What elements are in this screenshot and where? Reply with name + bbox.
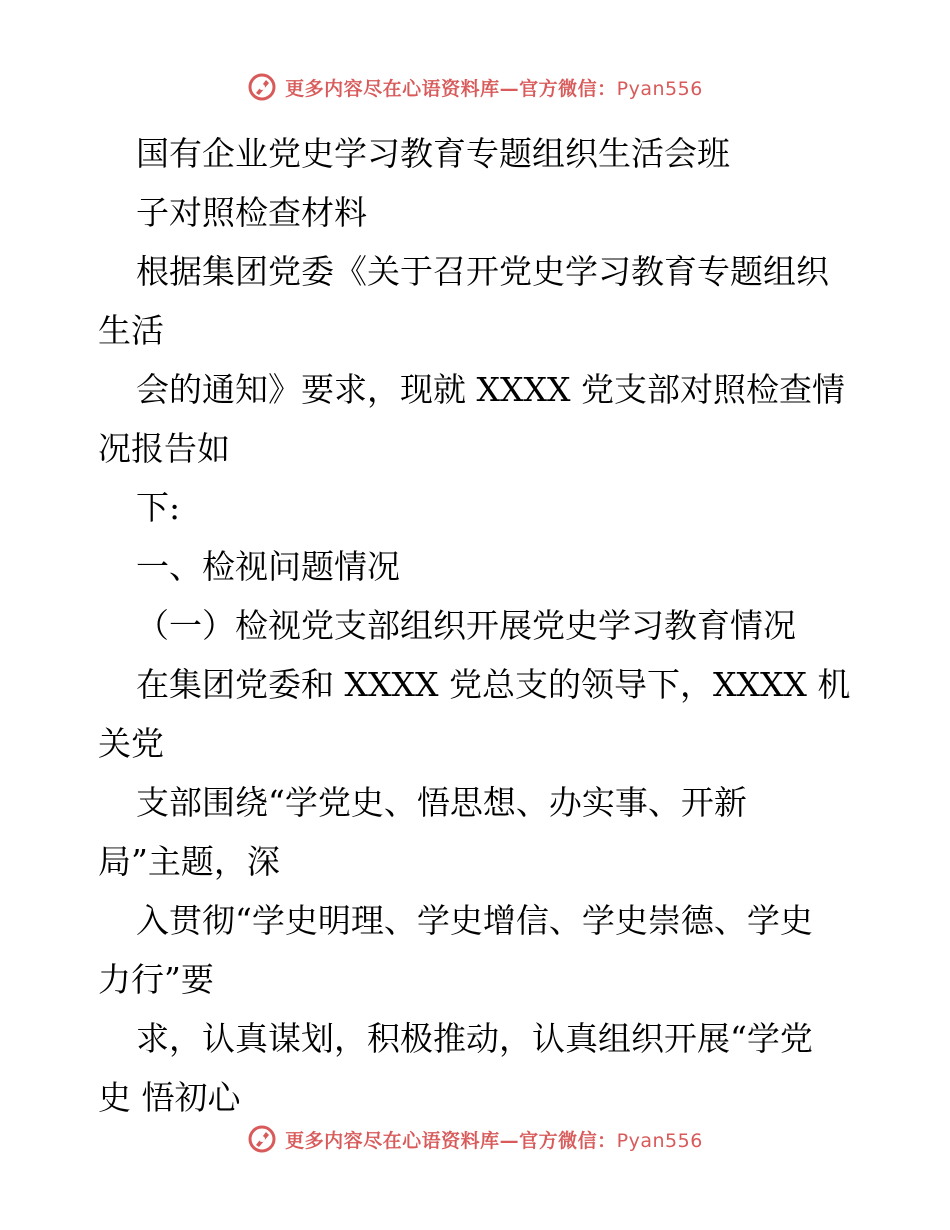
watermark-text: 更多内容尽在心语资料库—官方微信：Pyan556	[285, 77, 703, 100]
paragraph-line: 入贯彻“学史明理、学史增信、学史崇德、学史	[136, 901, 813, 940]
paragraph-line: 下:	[136, 488, 181, 527]
paragraph-line: 局”主题，深	[98, 842, 280, 881]
title-line-2: 子对照检查材料	[136, 193, 367, 232]
pen-logo-icon	[247, 1124, 277, 1154]
document-body	[98, 124, 898, 1127]
paragraph-line: 力行”要	[98, 960, 214, 999]
paragraph-line: 况报告如	[98, 429, 230, 468]
pen-logo-icon	[247, 72, 277, 102]
watermark-header	[0, 72, 950, 102]
paragraph-line: 支部围绕“学党史、悟思想、办实事、开新	[136, 783, 747, 822]
title-line-1: 国有企业党史学习教育专题组织生活会班	[136, 134, 730, 173]
watermark-text: 更多内容尽在心语资料库—官方微信：Pyan556	[285, 1129, 703, 1152]
paragraph-line: 在集团党委和 XXXX 党总支的领导下，XXXX 机	[136, 665, 851, 704]
section-heading: 一、检视问题情况	[136, 547, 400, 586]
paragraph-line: 根据集团党委《关于召开党史学习教育专题组织	[136, 252, 829, 291]
subsection-heading: （一）检视党支部组织开展党史学习教育情况	[136, 606, 796, 645]
watermark-footer	[0, 1124, 950, 1154]
paragraph-line: 史 悟初心	[98, 1078, 241, 1117]
paragraph-line: 关党	[98, 724, 164, 763]
paragraph-line: 会的通知》要求，现就 XXXX 党支部对照检查情	[136, 370, 845, 409]
paragraph-line: 生活	[98, 311, 164, 350]
paragraph-line: 求，认真谋划，积极推动，认真组织开展“学党	[136, 1019, 813, 1058]
